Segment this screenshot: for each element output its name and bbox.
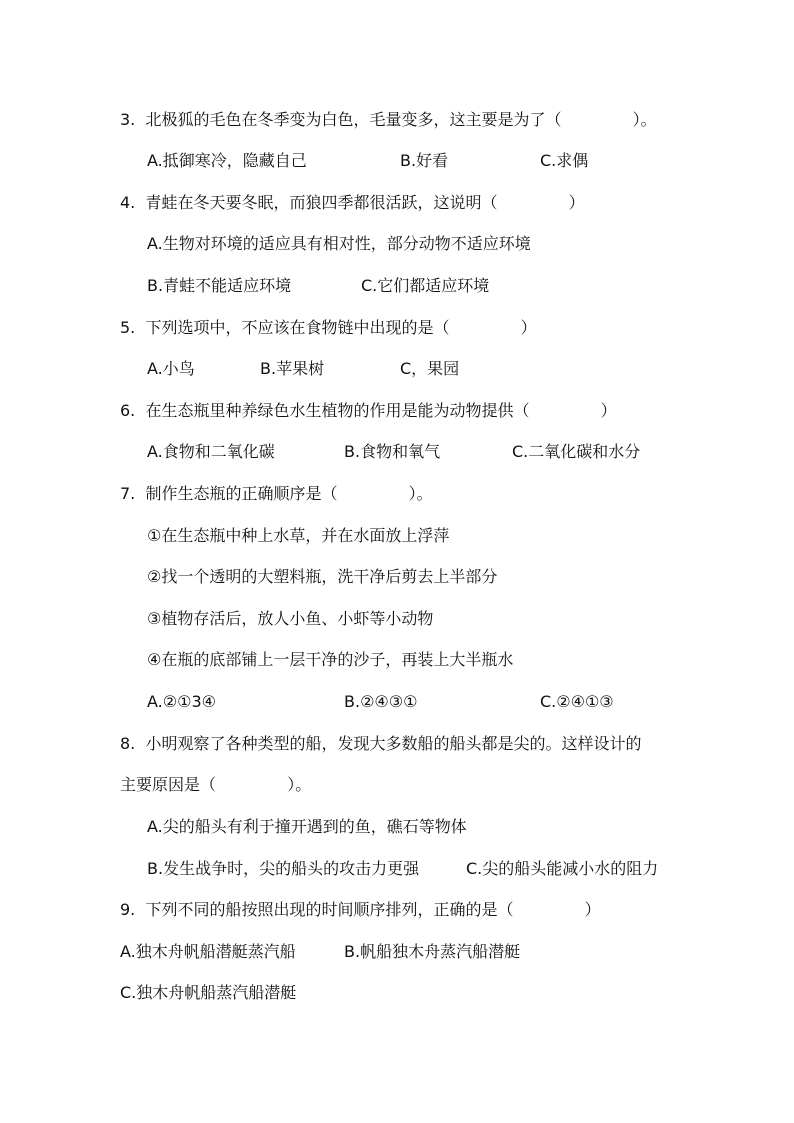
question-7-step-1: ①在生态瓶中种上水草，并在水面放上浮萍 [147, 526, 450, 545]
question-3-option-a[interactable]: A.抵御寒冷，隐藏自己 [147, 151, 307, 170]
question-6-stem: 6. 在生态瓶里种养绿色水生植物的作用是能为动物提供（ ） [120, 401, 617, 420]
question-3-stem: 3. 北极狐的毛色在冬季变为白色，毛量变多，这主要是为了（ ）。 [120, 110, 657, 129]
question-3-option-b[interactable]: B.好看 [400, 151, 449, 170]
question-6-option-b[interactable]: B.食物和氧气 [344, 442, 441, 461]
question-7-step-2: ②找一个透明的大塑料瓶，洗干净后剪去上半部分 [147, 567, 498, 586]
question-8-stem: 8. 小明观察了各种类型的船，发现大多数船的船头都是尖的。这样设计的 [120, 734, 642, 753]
question-8-option-b[interactable]: B.发生战争时，尖的船头的攻击力更强 [147, 859, 420, 878]
question-4-option-c[interactable]: C.它们都适应环境 [361, 276, 490, 295]
question-5-stem: 5. 下列选项中，不应该在食物链中出现的是（ ） [120, 318, 537, 337]
question-5-option-b[interactable]: B.苹果树 [260, 359, 325, 378]
question-7-option-b[interactable]: B.②④③① [344, 692, 418, 711]
question-7-stem: 7. 制作生态瓶的正确顺序是（ ）。 [120, 484, 433, 503]
question-9-option-a[interactable]: A.独木舟帆船潜艇蒸汽船 [120, 942, 296, 961]
question-7-step-4: ④在瓶的底部铺上一层干净的沙子，再装上大半瓶水 [147, 650, 514, 669]
question-3-options [147, 151, 747, 171]
question-4-option-b[interactable]: B.青蛙不能适应环境 [147, 276, 292, 295]
question-9-option-c[interactable]: C.独木舟帆船蒸汽船潜艇 [120, 983, 297, 1002]
question-7-option-a[interactable]: A.②①3④ [147, 692, 216, 711]
question-8-option-a[interactable]: A.尖的船头有利于撞开遇到的鱼，礁石等物体 [147, 817, 467, 836]
question-4-stem: 4. 青蛙在冬天要冬眠，而狼四季都很活跃，这说明（ ） [120, 193, 585, 212]
question-4-options [147, 276, 747, 296]
question-7-option-c[interactable]: C.②④①③ [540, 692, 614, 711]
question-9-option-b[interactable]: B.帆船独木舟蒸汽船潜艇 [344, 942, 521, 961]
question-9-stem: 9. 下列不同的船按照出现的时间顺序排列，正确的是（ ） [120, 900, 601, 919]
question-8-option-c[interactable]: C.尖的船头能减小水的阻力 [466, 859, 659, 878]
question-8-stem-continued: 主要原因是（ ）。 [120, 775, 312, 794]
question-6-options [147, 442, 747, 462]
question-3-option-c[interactable]: C.求偶 [540, 151, 589, 170]
question-5-options [147, 359, 747, 379]
question-5-option-a[interactable]: A.小鸟 [147, 359, 195, 378]
question-6-option-c[interactable]: C.二氧化碳和水分 [512, 442, 641, 461]
question-5-option-c[interactable]: C，果园 [400, 359, 460, 378]
question-7-step-3: ③植物存活后，放人小鱼、小虾等小动物 [147, 609, 434, 628]
question-4-option-a[interactable]: A.生物对环境的适应具有相对性，部分动物不适应环境 [147, 234, 531, 253]
question-9-options [120, 942, 720, 962]
question-6-option-a[interactable]: A.食物和二氧化碳 [147, 442, 275, 461]
question-8-options [147, 859, 687, 879]
question-7-options [147, 692, 747, 712]
